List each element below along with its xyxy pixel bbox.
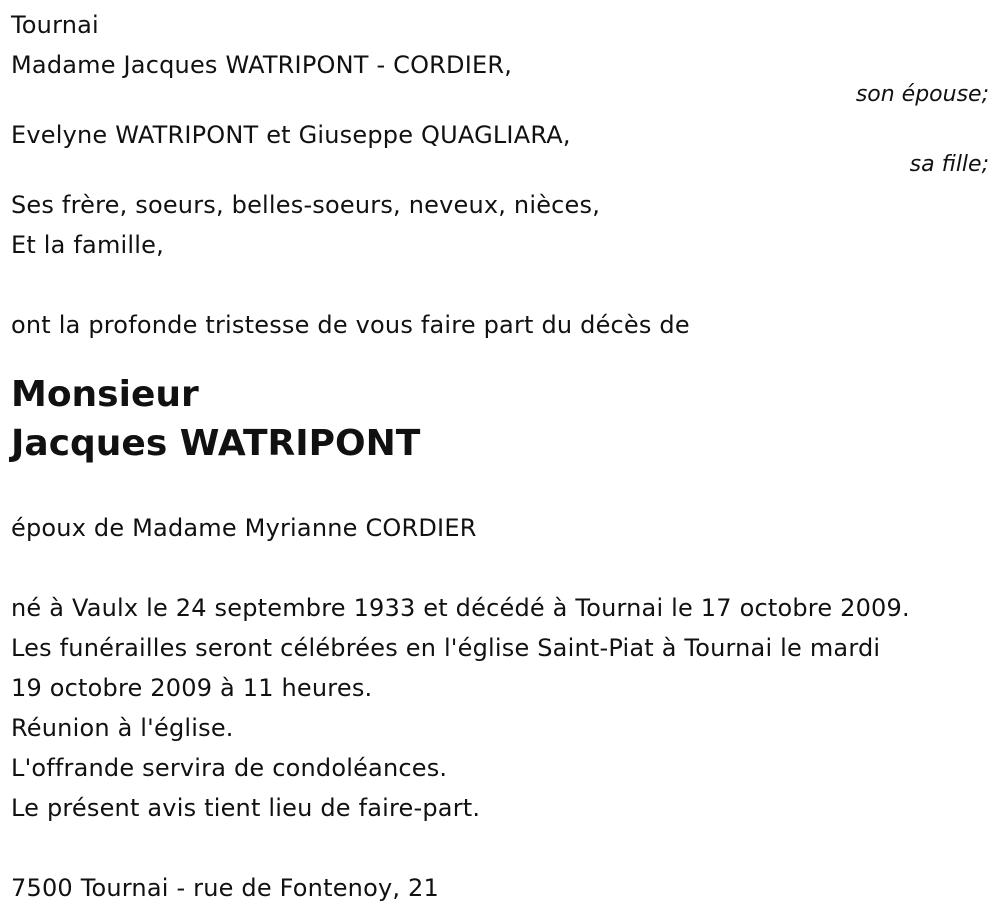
offering-line: L'offrande servira de condoléances.: [11, 754, 448, 782]
funeral-date-line: 19 octobre 2009 à 11 heures.: [11, 674, 373, 702]
relation-spouse: son épouse;: [855, 82, 989, 107]
obituary-notice: [11, 0, 989, 908]
relation-daughter: sa fille;: [909, 152, 989, 177]
announcement-line: ont la profonde tristesse de vous faire part du décès de: [11, 311, 690, 339]
relatives-line: Ses frère, soeurs, belles-soeurs, neveux, nièces,: [11, 191, 601, 219]
spacer: [11, 468, 989, 508]
family-member-spouse: Madame Jacques WATRIPONT - CORDIER,: [11, 51, 513, 79]
family-member-daughter: Evelyne WATRIPONT et Giuseppe QUAGLIARA,: [11, 121, 571, 149]
family-line: Et la famille,: [11, 231, 164, 259]
spacer: [11, 265, 989, 305]
spacer: [11, 828, 989, 868]
city-line: Tournai: [11, 11, 99, 39]
deceased-name: Jacques WATRIPONT: [11, 423, 421, 464]
address-line: 7500 Tournai - rue de Fontenoy, 21: [11, 874, 439, 902]
spacer: [11, 548, 989, 588]
spacer: [11, 345, 989, 365]
reunion-line: Réunion à l'église.: [11, 714, 234, 742]
deceased-title: Monsieur: [11, 374, 199, 415]
funeral-line: Les funérailles seront célébrées en l'église Saint-Piat à Tournai le mardi: [11, 634, 881, 662]
faire-part-line: Le présent avis tient lieu de faire-part.: [11, 794, 481, 822]
birth-death-line: né à Vaulx le 24 septembre 1933 et décédé à Tournai le 17 octobre 2009.: [11, 594, 910, 622]
spouse-line: époux de Madame Myrianne CORDIER: [11, 514, 477, 542]
